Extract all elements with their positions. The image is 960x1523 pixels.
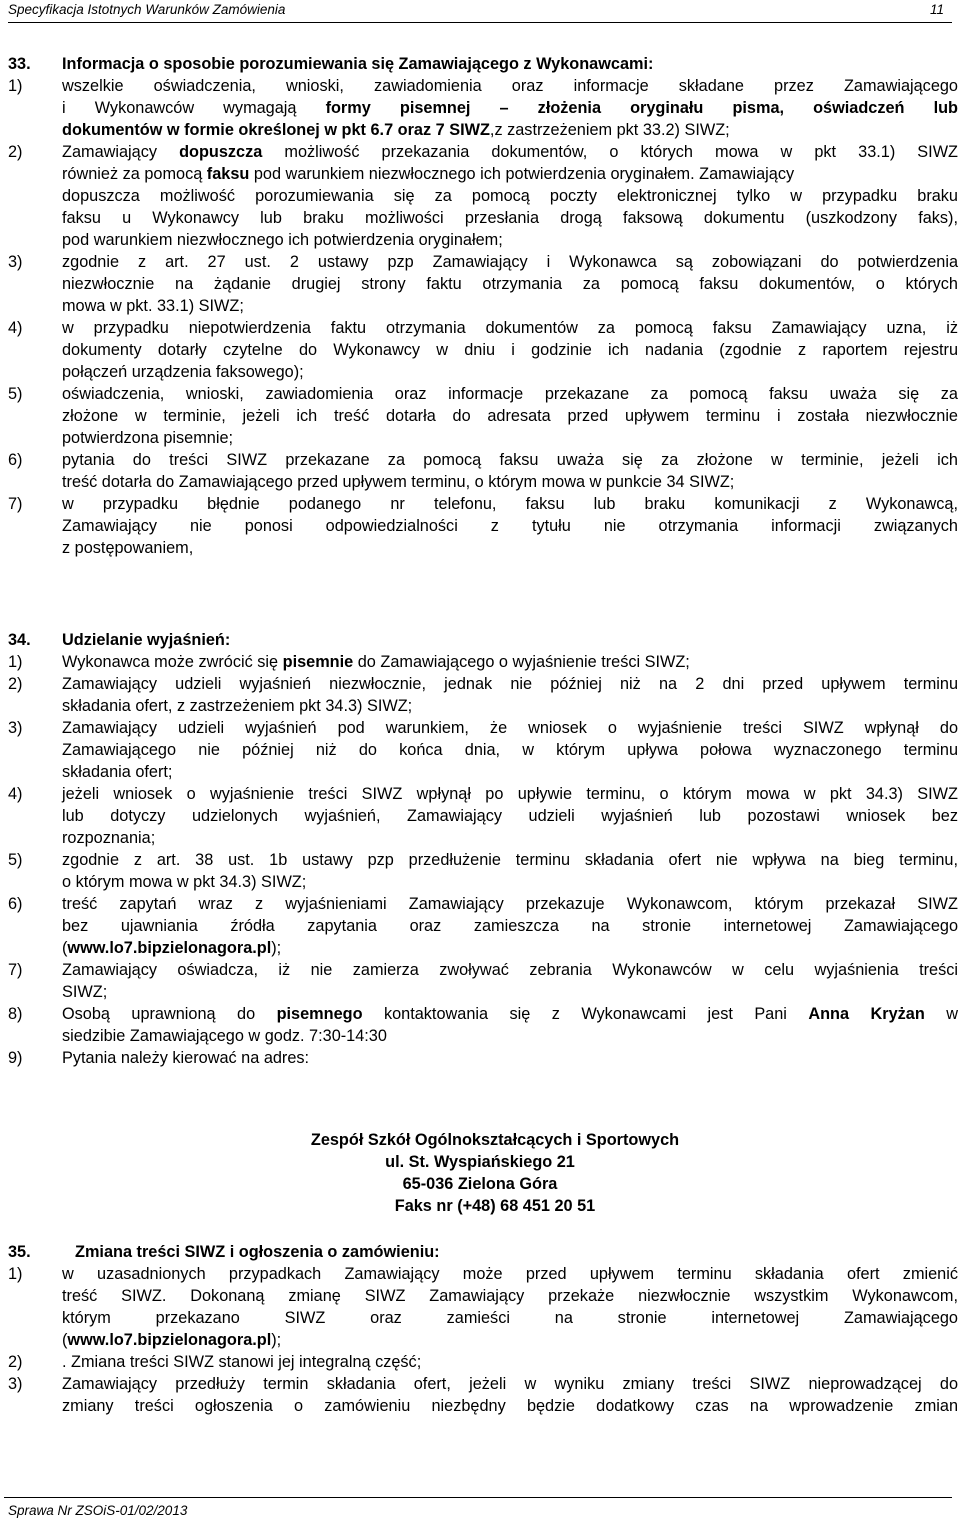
item-text: SIWZ;	[62, 983, 108, 1001]
page-number: 11	[929, 2, 944, 17]
item-text: również za pomocą faksu pod warunkiem niezwłocznego ich potwierdzenia oryginałem. Zamawiający	[62, 165, 795, 183]
item-number: 3)	[8, 253, 23, 271]
case-reference: Sprawa Nr ZSOiS-01/02/2013	[8, 1503, 188, 1518]
item-number: 8)	[8, 1005, 23, 1023]
item-number: 9)	[8, 1049, 23, 1067]
item-text: w przypadku błędnie podanego nr telefonu, faksu lub braku komunikacji z Wykonawcą,	[62, 495, 958, 513]
item-text: pytania do treści SIWZ przekazane za pomocą faksu uważa się za złożone w terminie, jeżeli ich	[62, 451, 958, 469]
item-text: składania ofert, z zastrzeżeniem pkt 34.3) SIWZ;	[62, 697, 413, 715]
item-text: oświadczenia, wnioski, zawiadomienia oraz informacje przekazane za pomocą faksu uważa się za	[62, 385, 958, 403]
item-number: 4)	[8, 785, 23, 803]
item-text: w przypadku niepotwierdzenia faktu otrzymania dokumentów za pomocą faksu Zamawiający uzna, iż	[62, 319, 958, 337]
item-text: potwierdzona pisemnie;	[62, 429, 234, 447]
item-number: 1)	[8, 653, 23, 671]
item-text: Zamawiający udzieli wyjaśnień pod warunkiem, że wniosek o wyjaśnienie treści SIWZ wpłynął do	[62, 719, 958, 737]
item-text: Zamawiający dopuszcza możliwość przekazania dokumentów, o których mowa w pkt 33.1) SIWZ	[62, 143, 959, 161]
item-text: Zamawiającego nie później niż do końca dnia, w którym upływa połowa wyznaczonego terminu	[62, 741, 958, 759]
item-number: 5)	[8, 385, 23, 403]
item-number: 2)	[8, 675, 23, 693]
item-text: (www.lo7.bipzielonagora.pl);	[62, 939, 282, 957]
page-footer	[4, 1497, 952, 1522]
item-text: połączeń urządzenia faksowego);	[62, 363, 304, 381]
section-number: 33.	[8, 55, 31, 73]
item-text: Zamawiający oświadcza, iż nie zamierza zwoływać zebrania Wykonawców w celu wyjaśnienia treści	[62, 961, 958, 979]
item-number: 1)	[8, 77, 23, 95]
item-text: zmiany treści ogłoszenia o zamówieniu niezbędny będzie dodatkowy czas na wprowadzenie zmian	[62, 1397, 958, 1415]
item-number: 5)	[8, 851, 23, 869]
item-number: 6)	[8, 895, 23, 913]
address-street: ul. St. Wyspiańskiego 21	[385, 1153, 575, 1171]
page-header	[8, 0, 952, 23]
item-text: z postępowaniem,	[62, 539, 194, 557]
item-number: 3)	[8, 719, 23, 737]
item-text: złożone w terminie, jeżeli ich treść dotarła do adresata przed upływem terminu i została niezwłocznie	[62, 407, 958, 425]
item-text: Zamawiający przedłuży termin składania ofert, jeżeli w wyniku zmiany treści SIWZ nieprowadzącej do	[62, 1375, 958, 1393]
item-text: jeżeli wniosek o wyjaśnienie treści SIWZ wpłynął po upływie terminu, o którym mowa w pkt 34.3) SIWZ	[62, 785, 958, 803]
item-text: w uzasadnionych przypadkach Zamawiający może przed upływem terminu składania ofert zmienić	[62, 1265, 958, 1283]
item-text: i Wykonawców wymagają formy pisemnej – złożenia oryginału pisma, oświadczeń lub	[62, 99, 958, 117]
item-text: lub dotyczy udzielonych wyjaśnień, Zamawiający udzieli wyjaśnień lub pozostawi wniosek bez	[62, 807, 958, 825]
item-text: pod warunkiem niezwłocznego ich potwierdzenia oryginałem;	[62, 231, 503, 249]
item-text: wszelkie oświadczenia, wnioski, zawiadomienia oraz informacje składane przez Zamawiającego	[62, 77, 958, 95]
item-text: (www.lo7.bipzielonagora.pl);	[62, 1331, 282, 1349]
document-title: Specyfikacja Istotnych Warunków Zamówienia	[8, 2, 286, 17]
item-text: rozpoznania;	[62, 829, 156, 847]
section-number: 35.	[8, 1243, 31, 1261]
item-text: treść dotarła do Zamawiającego przed upływem terminu, o którym mowa w punkcie 34 SIWZ;	[62, 473, 735, 491]
section-title: Informacja o sposobie porozumiewania się Zamawiającego z Wykonawcami:	[62, 55, 654, 73]
address-fax: Faks nr (+48) 68 451 20 51	[394, 1197, 596, 1215]
item-text: Wykonawca może zwrócić się pisemnie do Zamawiającego o wyjaśnienie treści SIWZ;	[62, 653, 690, 671]
section-title: Zmiana treści SIWZ i ogłoszenia o zamówieniu:	[75, 1243, 440, 1261]
item-text: którym przekazano SIWZ oraz zamieści na stronie internetowej Zamawiającego	[62, 1309, 958, 1327]
website-link[interactable]: www.lo7.bipzielonagora.pl	[67, 939, 272, 957]
item-number: 2)	[8, 1353, 23, 1371]
item-text: treść zapytań wraz z wyjaśnieniami Zamawiający przekazuje Wykonawcom, którym przekazał SIWZ	[62, 895, 958, 913]
item-text: dokumenty dotarły czytelne do Wykonawcy w dniu i godzinie ich nadania (zgodnie z raportem rejestru	[62, 341, 958, 359]
item-number: 2)	[8, 143, 23, 161]
item-text: faksu u Wykonawcy lub braku możliwości przesłania drogą faksową dokumentu (uszkodzony faks),	[62, 209, 958, 227]
item-text: Pytania należy kierować na adres:	[62, 1049, 310, 1067]
item-number: 1)	[8, 1265, 23, 1283]
item-text: dokumentów w formie określonej w pkt 6.7 oraz 7 SIWZ,z zastrzeżeniem pkt 33.2) SIWZ;	[62, 121, 730, 139]
item-text: dopuszcza możliwość porozumiewania się za pomocą poczty elektronicznej tylko w przypadku braku	[62, 187, 958, 205]
item-number: 4)	[8, 319, 23, 337]
item-text: . Zmiana treści SIWZ stanowi jej integralną część;	[62, 1353, 422, 1371]
item-text: zgodnie z art. 27 ust. 2 ustawy pzp Zamawiający i Wykonawca są zobowiązani do potwierdzenia	[62, 253, 958, 271]
address-city: 65-036 Zielona Góra	[402, 1175, 558, 1193]
address-school-name: Zespół Szkół Ogólnokształcących i Sportowych	[310, 1131, 680, 1149]
item-text: Zamawiający nie ponosi odpowiedzialności z tytułu nie otrzymania informacji związanych	[62, 517, 958, 535]
item-text: Zamawiający udzieli wyjaśnień niezwłocznie, jednak nie później niż na 2 dni przed upływem terminu	[62, 675, 958, 693]
item-number: 6)	[8, 451, 23, 469]
item-number: 3)	[8, 1375, 23, 1393]
item-text: o którym mowa w pkt 34.3) SIWZ;	[62, 873, 307, 891]
item-text: Osobą uprawnioną do pisemnego kontaktowania się z Wykonawcami jest Pani Anna Kryżan w	[62, 1005, 958, 1023]
website-link[interactable]: www.lo7.bipzielonagora.pl	[67, 1331, 272, 1349]
item-number: 7)	[8, 961, 23, 979]
item-text: bez ujawniania źródła zapytania oraz zamieszcza na stronie internetowej Zamawiającego	[62, 917, 958, 935]
item-text: składania ofert;	[62, 763, 173, 781]
item-text: treść SIWZ. Dokonaną zmianę SIWZ Zamawiający przekaże niezwłocznie wszystkim Wykonawcom,	[62, 1287, 958, 1305]
item-text: niezwłocznie na żądanie drugiej strony faktu otrzymania za pomocą faksu dokumentów, o których	[62, 275, 958, 293]
item-text: mowa w pkt. 33.1) SIWZ;	[62, 297, 244, 315]
item-number: 7)	[8, 495, 23, 513]
section-title: Udzielanie wyjaśnień:	[62, 631, 231, 649]
section-number: 34.	[8, 631, 31, 649]
item-text: siedzibie Zamawiającego w godz. 7:30-14:30	[62, 1027, 387, 1045]
item-text: zgodnie z art. 38 ust. 1b ustawy pzp przedłużenie terminu składania ofert nie wpływa na bieg terminu,	[62, 851, 958, 869]
